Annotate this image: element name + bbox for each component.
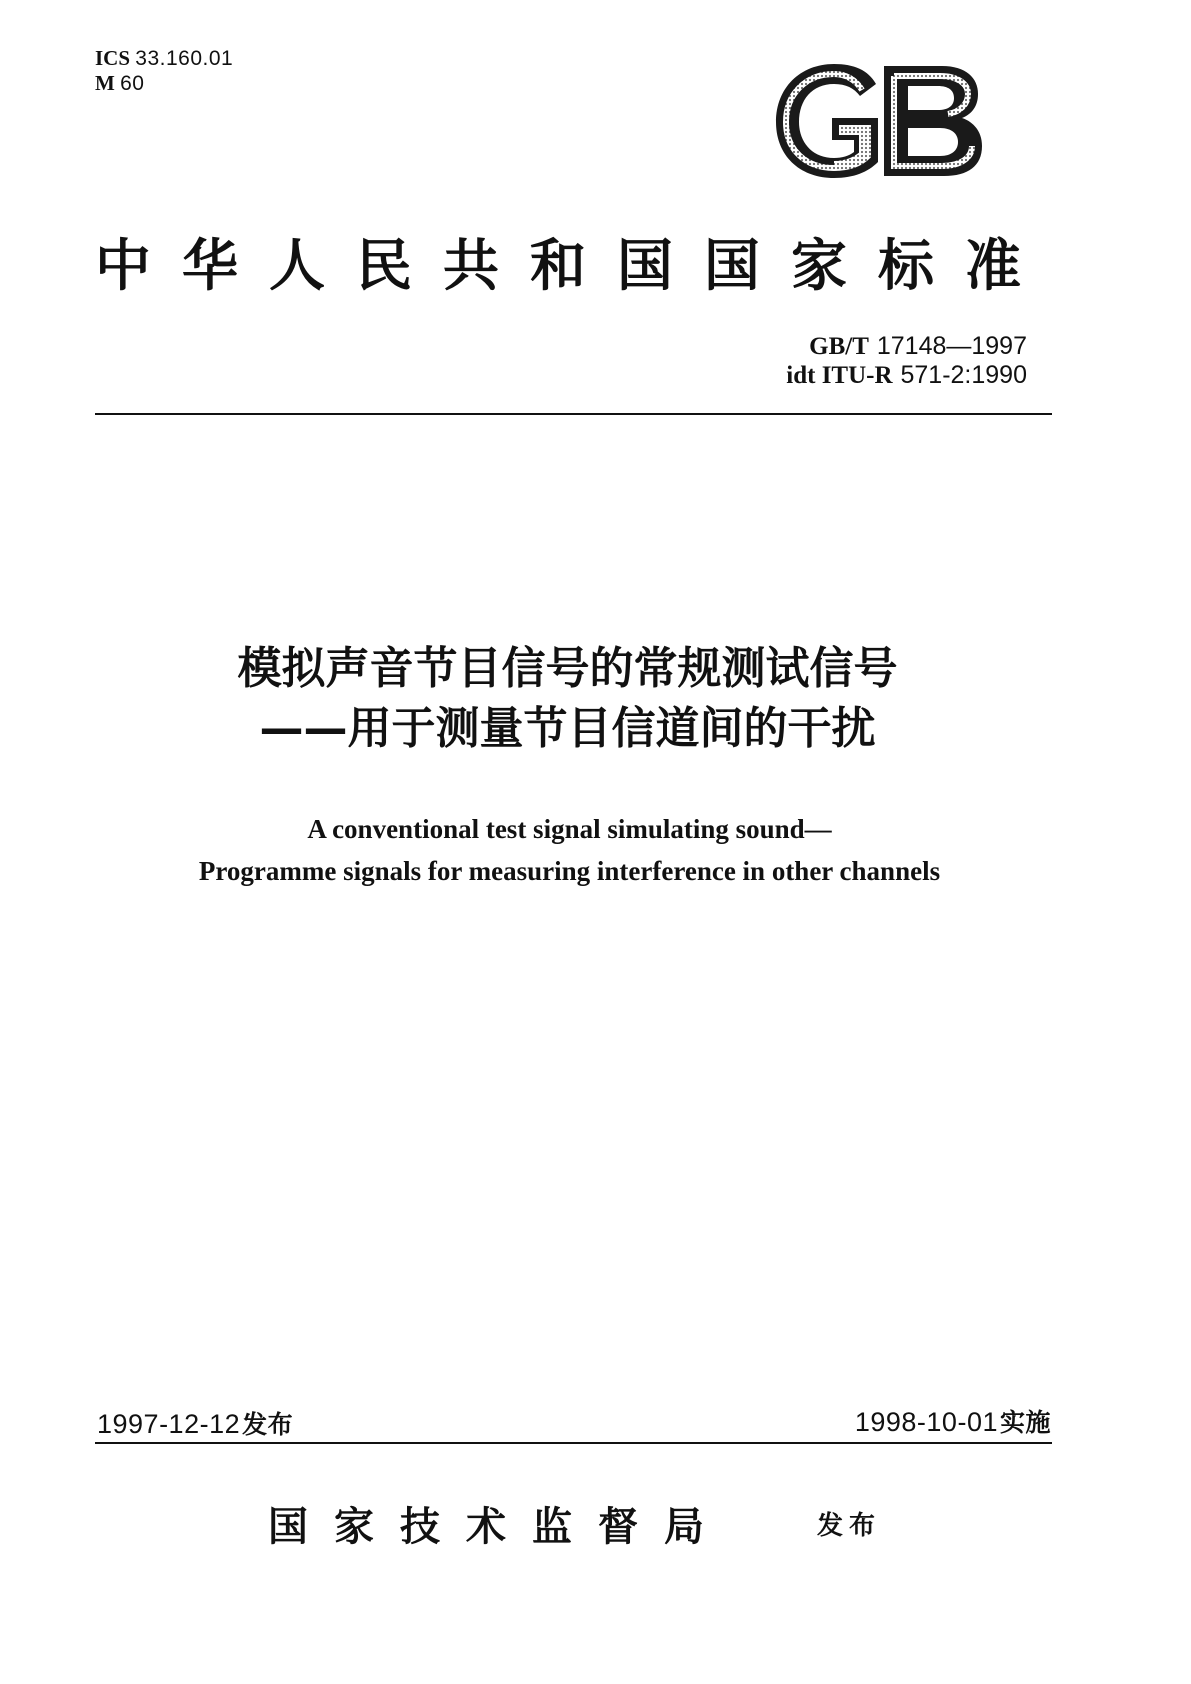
gb-number-line: [786, 332, 1027, 361]
ics-label: ICS: [95, 46, 131, 70]
ics-line: [95, 46, 233, 71]
logo-letter-g: [776, 64, 878, 178]
bottom-divider: [95, 1442, 1052, 1444]
gb-logo: [772, 62, 984, 180]
m-label: M: [95, 71, 115, 95]
gb-number: 17148—1997: [876, 332, 1027, 360]
title-cn-line-2: ——用于测量节目信道间的干扰: [259, 703, 876, 754]
implement-date-value: 1998-10-01: [854, 1407, 998, 1437]
m-line: [95, 71, 233, 96]
classification-codes: [95, 46, 233, 96]
title-en-line-1: A conventional test signal simulating sound—: [307, 814, 832, 844]
logo-letter-b: [884, 66, 982, 176]
idt-label: idt ITU-R: [786, 362, 893, 389]
idt-number-line: [786, 361, 1027, 390]
issue-date: [97, 1405, 293, 1441]
gb-label: GB/T: [809, 333, 869, 360]
issue-label: 发布: [242, 1410, 294, 1439]
national-standard-heading: 中华人民共和国国家标准: [95, 233, 1052, 299]
standard-number-block: [786, 332, 1027, 390]
issue-date-value: 1997-12-12: [97, 1409, 241, 1439]
implement-label: 实施: [999, 1408, 1051, 1437]
top-divider: [95, 413, 1052, 415]
publisher-name: 国家技术监督局: [268, 1503, 730, 1550]
ics-value: 33.160.01: [135, 47, 234, 70]
m-value: 60: [120, 72, 145, 95]
publisher-suffix: 发布: [817, 1511, 882, 1541]
idt-number: 571-2:1990: [900, 361, 1027, 389]
title-en-line-2: Programme signals for measuring interference in other channels: [198, 856, 941, 886]
implement-date: [855, 1403, 1051, 1439]
title-cn-line-1: 模拟声音节目信号的常规测试信号: [237, 643, 898, 694]
